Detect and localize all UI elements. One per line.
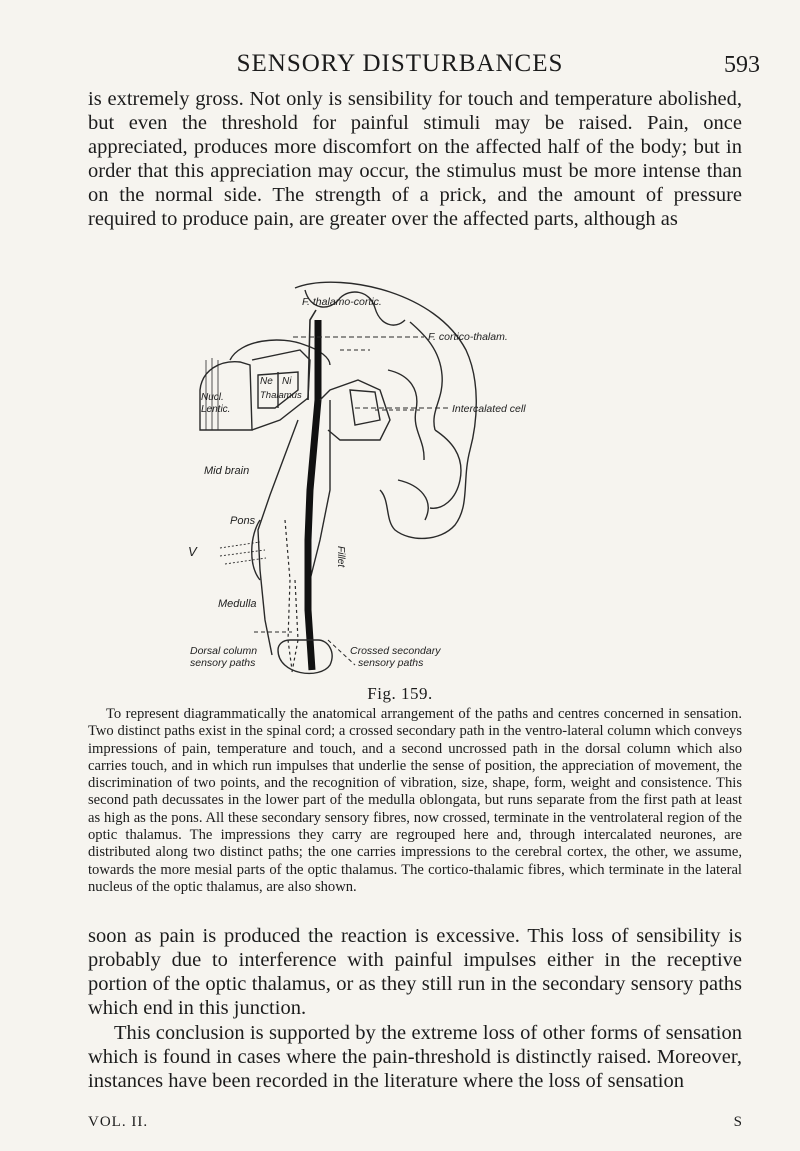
label-ne: Ne bbox=[260, 376, 273, 387]
label-crossed-secondary: Crossed secondary bbox=[350, 645, 441, 657]
paragraph-3: This conclusion is supported by the extreme loss of other forms of sensation which is found in cases where the pain-threshold is distinctly raised. Moreover, instances have been recorded in the literature where the loss of sensation bbox=[88, 1022, 742, 1092]
cortex-gyrus-4 bbox=[388, 370, 424, 460]
label-f-thalamo-cortic: F. thalamo-cortic. bbox=[302, 296, 382, 308]
label-mid-brain: Mid brain bbox=[204, 465, 250, 477]
label-dorsal-sensory-paths: sensory paths bbox=[190, 657, 256, 669]
label-dorsal-column: Dorsal column bbox=[190, 645, 258, 657]
figure-159-diagram bbox=[180, 280, 560, 680]
label-nucl: Nucl. bbox=[201, 392, 224, 403]
page-number: 593 bbox=[724, 52, 760, 78]
label-intercalated-cell: Intercalated cell bbox=[452, 403, 526, 415]
label-medulla: Medulla bbox=[218, 598, 257, 610]
cortex-gyrus-3 bbox=[430, 430, 461, 508]
label-lentic: Lentic. bbox=[201, 404, 231, 415]
cortex-gyrus-5 bbox=[398, 480, 428, 520]
page-header bbox=[0, 50, 800, 84]
paragraph-1: is extremely gross. Not only is sensibility for touch and temperature abolished, but even the threshold for painful stimuli may be raised. Pain, once appreciated, produces more discomfort on the affected half of the body; but in order that this appreciation may occur, the stimulus must be more intense than on the normal side. The strength of a prick, and the amount of pressure required to produce pain, are greater over the affected parts, although as bbox=[88, 88, 742, 230]
label-f-cortico-thalam: F. cortico-thalam. bbox=[428, 331, 508, 343]
signature-line bbox=[88, 1114, 742, 1132]
sensory-paths-diagram bbox=[180, 280, 560, 680]
volume-mark: VOL. II. bbox=[88, 1114, 149, 1130]
secondary-paths bbox=[285, 520, 298, 672]
brainstem-left bbox=[258, 420, 298, 655]
paragraph-2: soon as pain is produced the reaction is excessive. This loss of sensibility is probably due to interference with painful impulses either in the receptive portion of the optic thalamus, or as they still run in the secondary sensory paths which end in this junction. bbox=[88, 925, 742, 1019]
figure-number: Fig. 159. bbox=[367, 684, 433, 703]
running-title: SENSORY DISTURBANCES bbox=[236, 50, 564, 77]
label-pons: Pons bbox=[230, 515, 256, 527]
signature-mark: S bbox=[733, 1114, 742, 1130]
label-v: V bbox=[188, 544, 197, 559]
spinal-cord-section bbox=[278, 640, 332, 673]
figure-caption: To represent diagrammatically the anatomical arrangement of the paths and centres concerned in sensation. Two distinct paths exist in the spinal cord; a crossed secondary path in the ventro-lateral column which conveys impressions of pain, temperature and touch, and a second uncrossed path in the dorsal column which also carries touch, and in which run impulses that underlie the sense of position, the appreciation of movement, the discrimination of two points, and the recognition of vibration, size, shape, form, weight and consistence. This second path decussates in the lower part of the medulla oblongata, but runs separate from the first path at least as high as the pons. All these secondary sensory fibres, now crossed, terminate in the ventrolateral region of the optic thalamus. The impressions they carry are regrouped here and, through intercalated neurones, are distributed along two distinct paths; the one carries impressions to the cerebral cortex, the other, we assume, towards the more mesial parts of the optic thalamus. The cortico-thalamic fibres, which terminate in the lateral nucleus of the optic thalamus, are also shown. bbox=[88, 706, 742, 895]
label-ni: Ni bbox=[282, 376, 292, 387]
label-crossed-sensory-paths: sensory paths bbox=[358, 657, 424, 669]
label-thalamus: Thalamus bbox=[260, 390, 302, 401]
label-fillet: Fillet bbox=[335, 546, 346, 568]
